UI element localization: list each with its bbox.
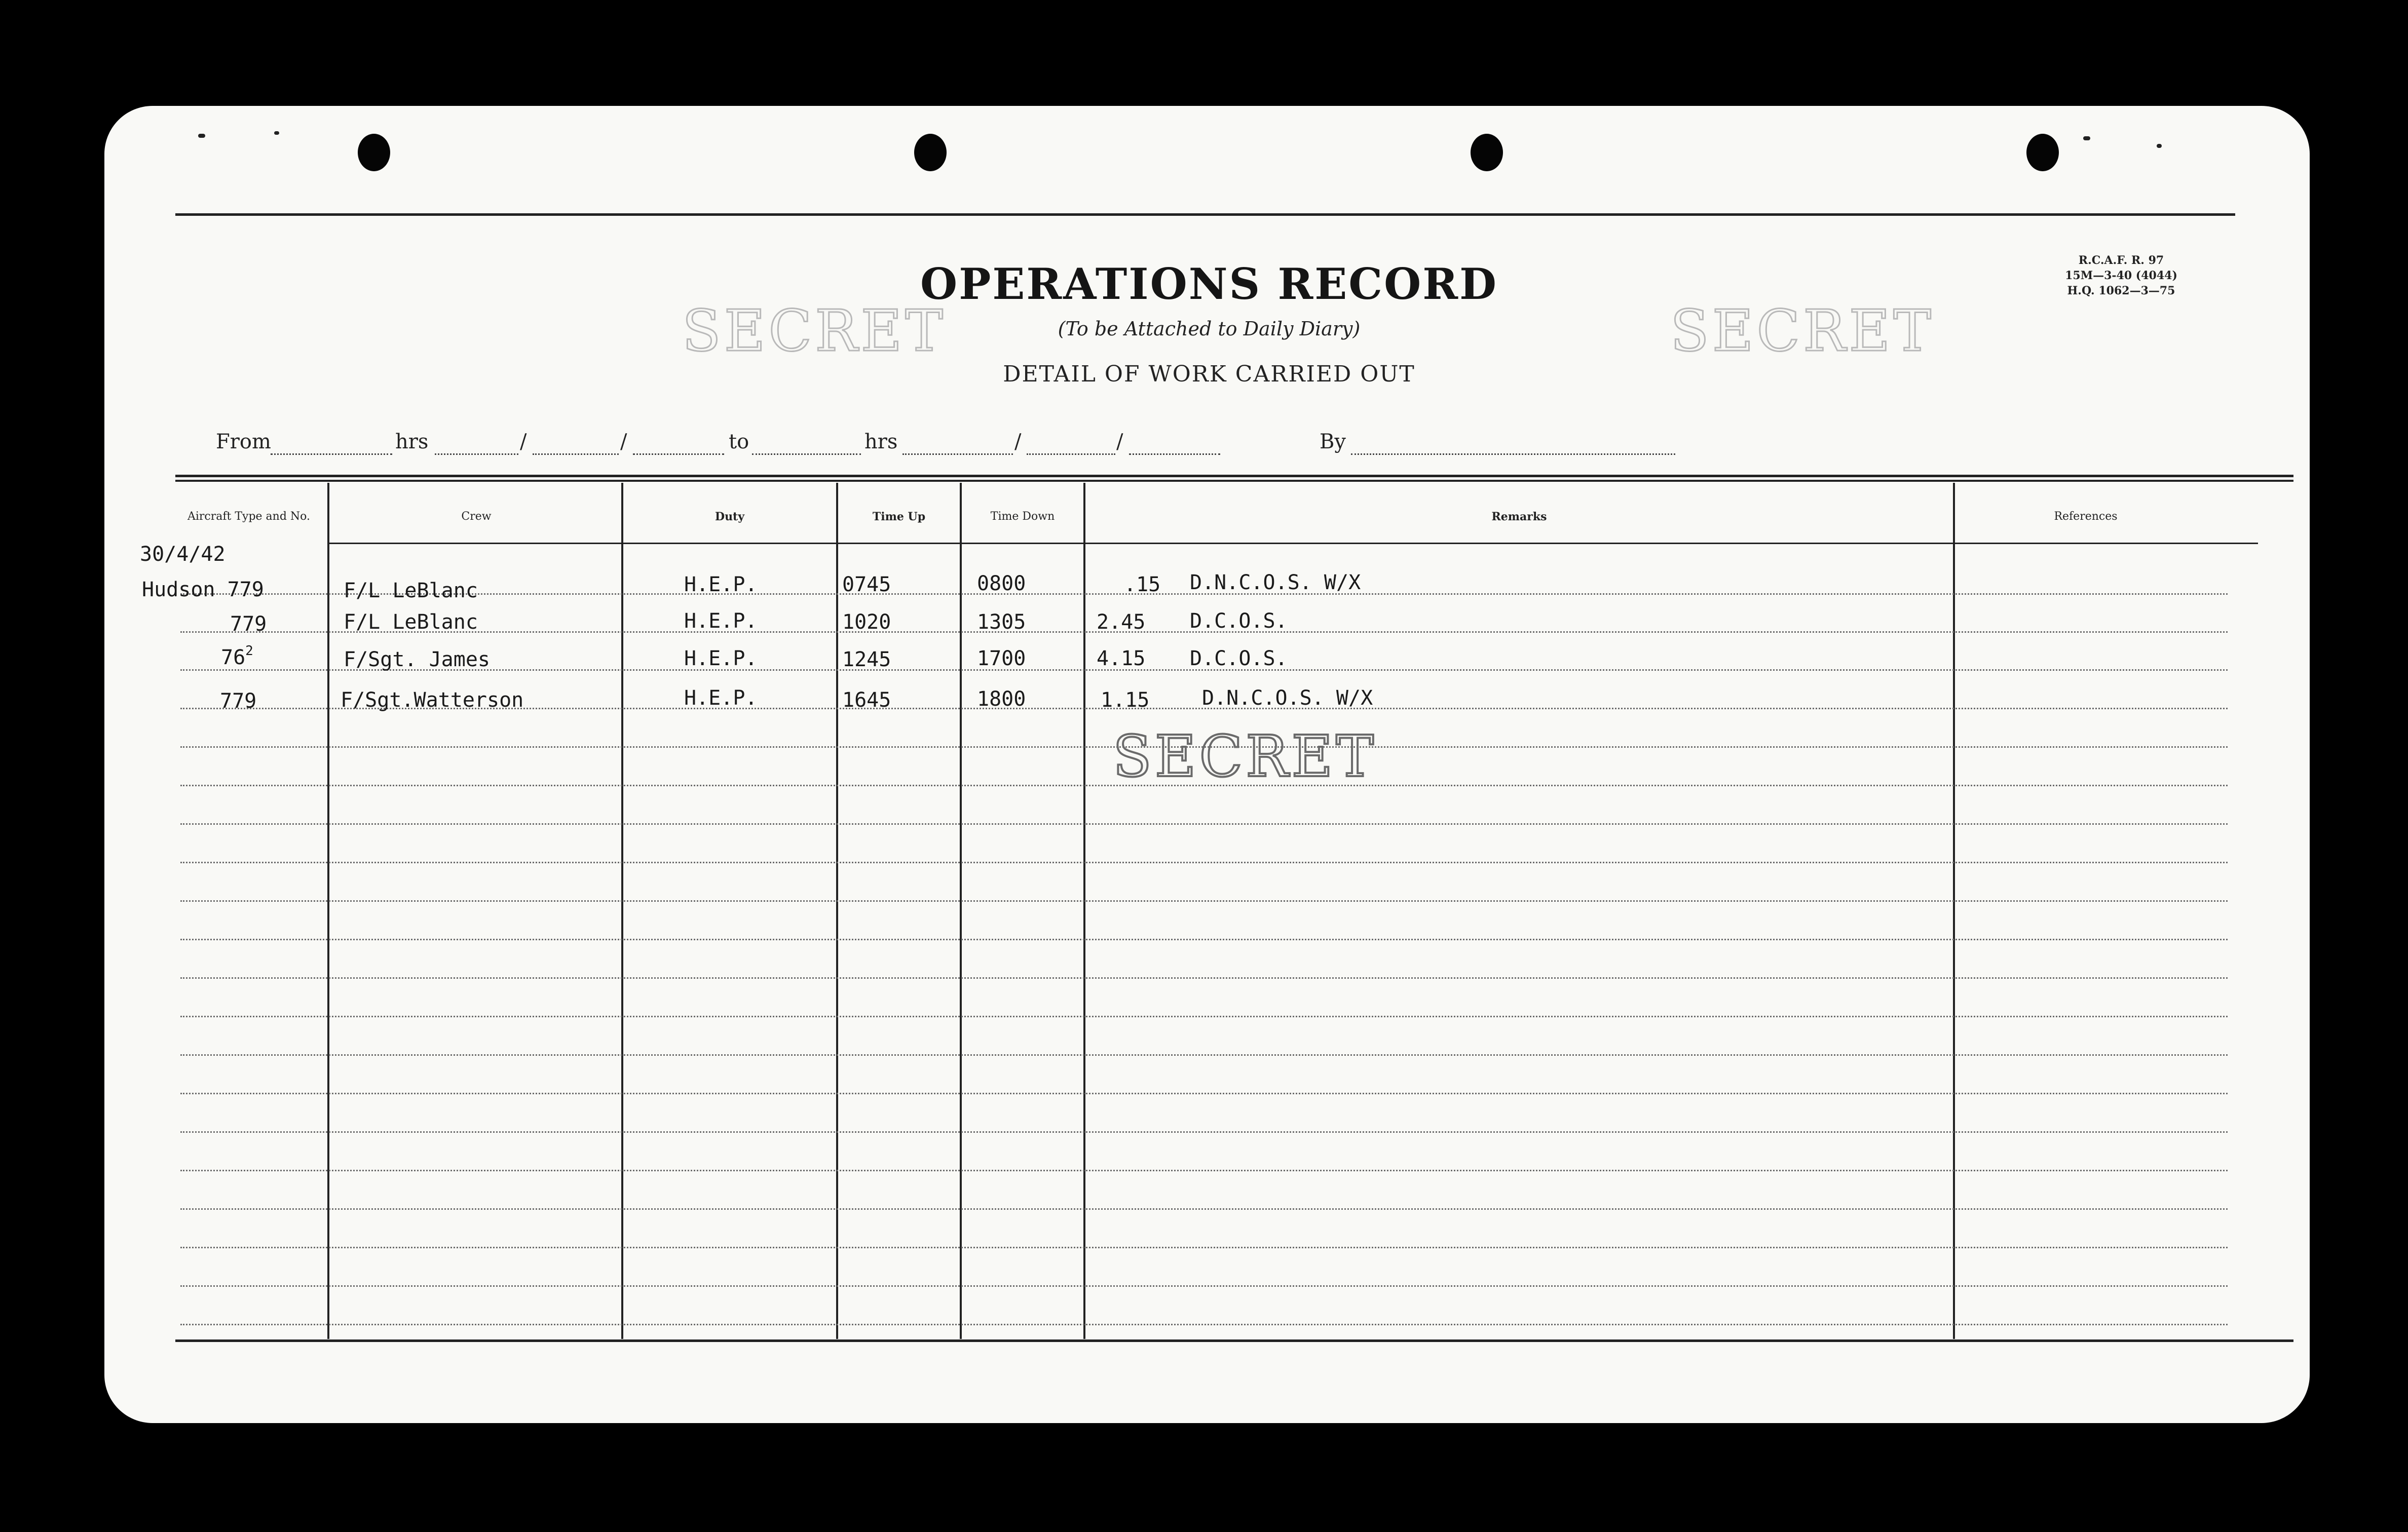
row-duration: 4.15 <box>1097 647 1146 670</box>
date-blank <box>533 453 619 455</box>
row-time-down: 1700 <box>977 647 1026 670</box>
ruled-line <box>180 823 2228 825</box>
row-time-down: 1305 <box>977 610 1026 634</box>
bottom-rule <box>175 1339 2293 1342</box>
ruled-line <box>180 1208 2228 1210</box>
row-time-up: 1645 <box>842 688 891 712</box>
table-top-rule <box>175 475 2293 477</box>
col-time-down: Time Down <box>990 510 1055 523</box>
row-aircraft: Hudson 779 <box>142 578 264 601</box>
ruled-line <box>180 900 2228 902</box>
ruled-line <box>180 1131 2228 1133</box>
by-label: By <box>1320 430 1346 453</box>
secret-stamp-left: SECRET <box>682 298 946 364</box>
header-underline <box>327 543 2258 544</box>
ruled-line <box>180 977 2228 979</box>
col-remarks: Remarks <box>1491 510 1547 523</box>
column-divider <box>327 483 329 1339</box>
ink-speck <box>274 131 279 135</box>
ruled-line <box>180 1054 2228 1056</box>
entry-date: 30/4/42 <box>140 543 225 566</box>
ink-speck <box>198 134 205 138</box>
row-remarks: D.C.O.S. <box>1190 647 1288 670</box>
row-remarks: D.N.C.O.S. W/X <box>1190 571 1361 594</box>
date-blank <box>1129 453 1220 455</box>
form-code-line: H.Q. 1062—3—75 <box>2067 284 2175 297</box>
operations-record-card <box>104 106 2310 1423</box>
row-remarks: D.N.C.O.S. W/X <box>1202 686 1373 710</box>
form-code-line: R.C.A.F. R. 97 <box>2078 254 2164 267</box>
column-divider <box>1953 483 1955 1339</box>
from-label: From <box>216 430 271 453</box>
to-blank <box>752 453 861 455</box>
punch-hole <box>914 134 947 171</box>
table-top-rule <box>175 480 2293 482</box>
row-duty: H.E.P. <box>684 647 758 670</box>
form-code-line: 15M—3-40 (4044) <box>2065 269 2177 282</box>
secret-stamp-center: SECRET <box>1113 724 1377 790</box>
form-subtitle: (To be Attached to Daily Diary) <box>1058 318 1361 340</box>
hrs-blank <box>435 453 518 455</box>
row-aircraft: 779 <box>220 690 257 713</box>
row-aircraft-superscript: 2 <box>245 643 253 659</box>
ruled-line <box>180 1324 2228 1325</box>
ruled-line <box>180 1170 2228 1171</box>
date-blank <box>633 453 724 455</box>
row-duration: 2.45 <box>1097 610 1146 634</box>
col-references: References <box>2054 510 2118 523</box>
slash: / <box>620 430 627 453</box>
punch-hole <box>2026 134 2059 171</box>
row-time-down: 1800 <box>977 687 1026 711</box>
col-time-up: Time Up <box>872 510 926 523</box>
row-time-down: 0800 <box>977 572 1026 595</box>
row-time-up: 1245 <box>842 648 891 671</box>
slash: / <box>520 430 527 453</box>
to-label: to <box>729 430 749 453</box>
punch-hole <box>1471 134 1503 171</box>
ruled-line <box>180 939 2228 940</box>
col-crew: Crew <box>461 510 492 523</box>
column-divider <box>836 483 838 1339</box>
slash: / <box>1014 430 1022 453</box>
row-crew: F/L LeBlanc <box>344 579 478 602</box>
ruled-line <box>180 1247 2228 1248</box>
secret-stamp-right: SECRET <box>1670 298 1934 364</box>
row-crew: F/L LeBlanc <box>344 610 478 634</box>
row-aircraft: 779 <box>230 612 267 636</box>
column-divider <box>960 483 962 1339</box>
ruled-line <box>180 1285 2228 1287</box>
ruled-line <box>180 1093 2228 1094</box>
row-duration: .15 <box>1124 573 1161 596</box>
ink-speck <box>2083 136 2090 140</box>
form-title: OPERATIONS RECORD <box>920 259 1498 309</box>
slash: / <box>1116 430 1123 453</box>
col-aircraft: Aircraft Type and No. <box>187 510 311 523</box>
ruled-line <box>180 785 2228 786</box>
form-detail-heading: DETAIL OF WORK CARRIED OUT <box>1003 361 1415 387</box>
row-crew: F/Sgt.Watterson <box>341 688 524 712</box>
row-crew: F/Sgt. James <box>344 648 490 671</box>
row-duration: 1.15 <box>1101 688 1150 712</box>
col-duty: Duty <box>714 510 745 523</box>
ruled-line <box>180 1016 2228 1017</box>
hrs-label: hrs <box>395 430 429 453</box>
row-aircraft <box>221 643 253 669</box>
punch-hole <box>358 134 390 171</box>
top-rule <box>175 213 2235 216</box>
date-blank <box>1027 453 1115 455</box>
form-code <box>2045 253 2197 298</box>
ink-speck <box>2157 144 2162 148</box>
ruled-line <box>180 862 2228 863</box>
by-blank <box>1351 453 1675 455</box>
hrs-label: hrs <box>864 430 898 453</box>
ruled-line <box>180 746 2228 748</box>
from-blank <box>271 453 392 455</box>
row-remarks: D.C.O.S. <box>1190 609 1288 633</box>
row-time-up: 1020 <box>842 610 891 634</box>
row-aircraft-number: 76 <box>221 646 246 669</box>
column-divider <box>1083 483 1085 1339</box>
row-time-up: 0745 <box>842 573 891 596</box>
hrs-blank <box>902 453 1013 455</box>
row-duty: H.E.P. <box>684 609 758 633</box>
row-duty: H.E.P. <box>684 686 758 710</box>
row-duty: H.E.P. <box>684 573 758 596</box>
column-divider <box>621 483 623 1339</box>
